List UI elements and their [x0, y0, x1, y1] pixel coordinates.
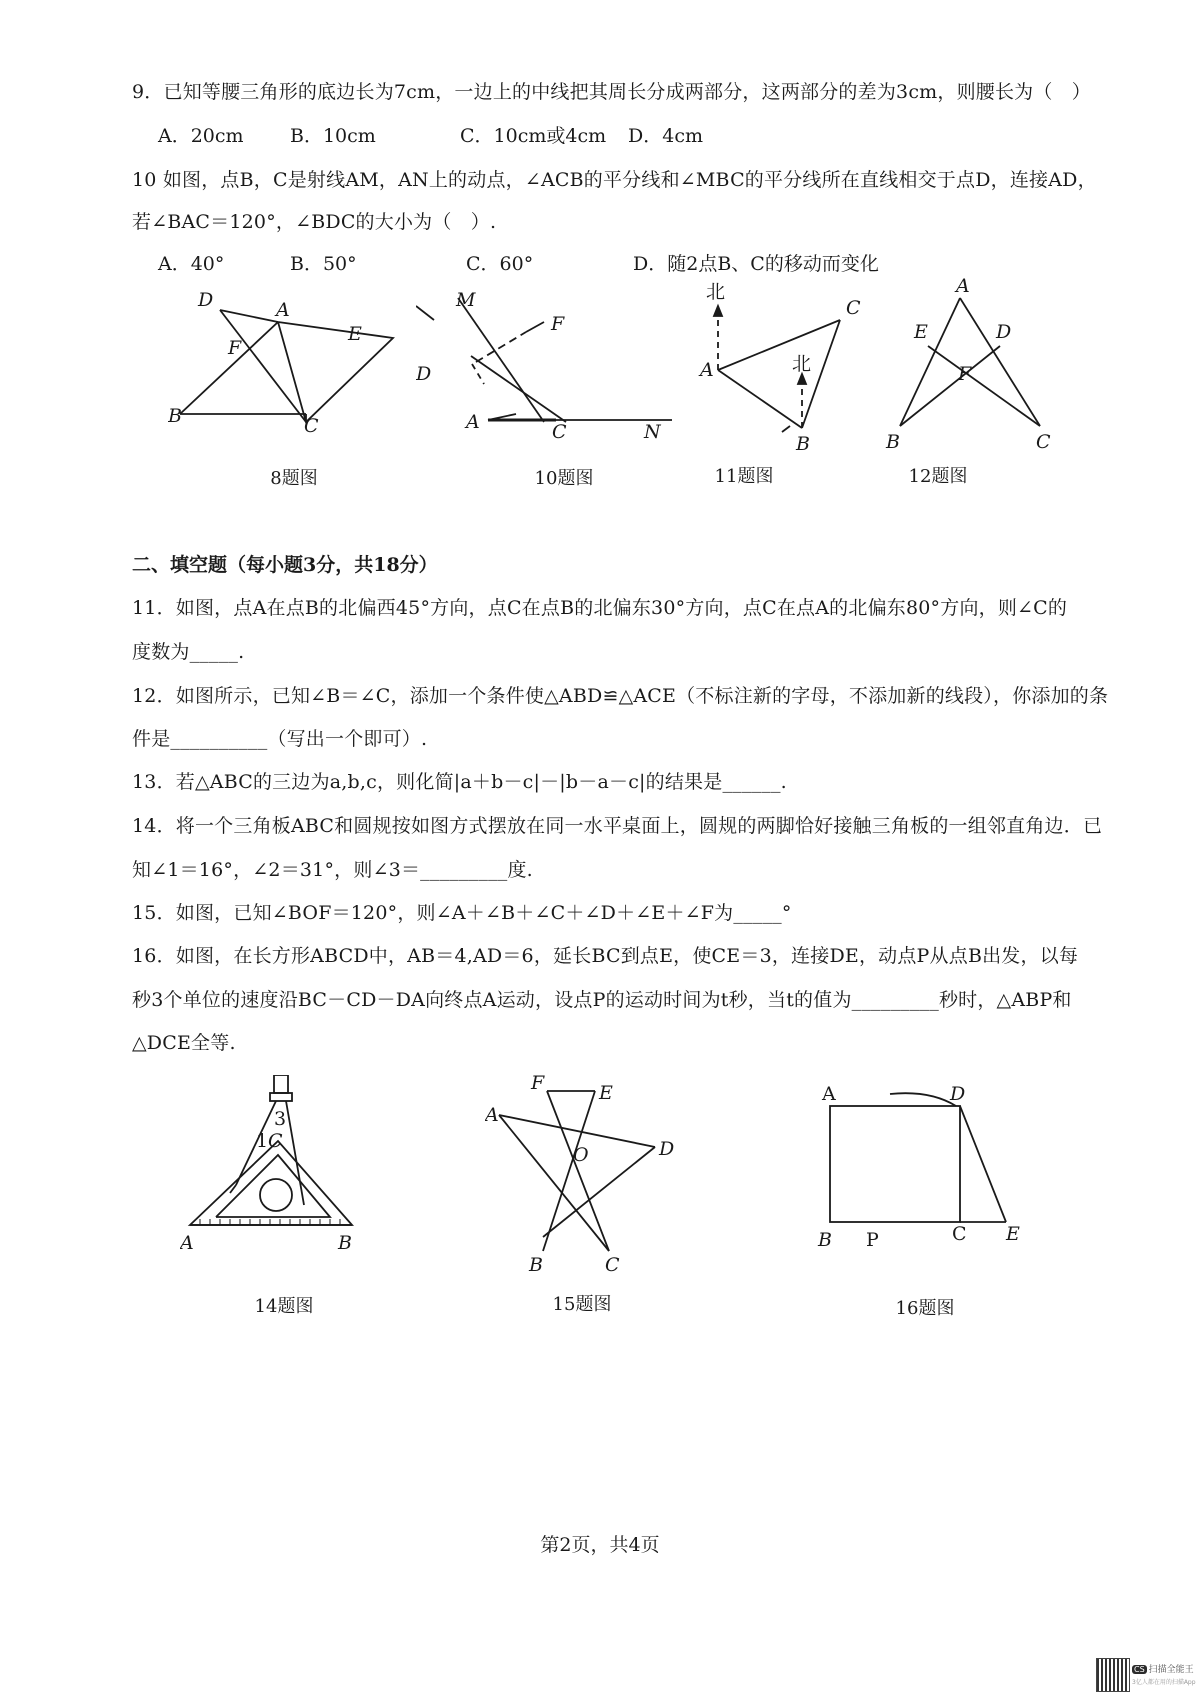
scanner-watermark [1132, 1662, 1196, 1686]
fig15-caption: 15题图 [552, 1294, 612, 1315]
q9-option-c: C．10cm或4cm [460, 125, 607, 147]
fig8-label-b: B [168, 405, 182, 427]
qr-code-icon [1096, 1658, 1130, 1692]
fig10-label-d: D [416, 363, 432, 385]
fig14-label-b: B [338, 1232, 352, 1254]
fig16-label-b: B [818, 1229, 832, 1250]
fig8-label-f: F [228, 337, 242, 359]
figure-16 [810, 1080, 1040, 1250]
fig16-label-c: C [952, 1223, 967, 1245]
q9-stem: 9．已知等腰三角形的底边长为7cm，一边上的中线把其周长分成两部分，这两部分的差为3cm，则腰长为（ ） [132, 81, 1091, 103]
fig11-label-a: A [700, 359, 714, 381]
q16-line1: 16．如图，在长方形ABCD中，AB＝4,AD＝6，延长BC到点E，使CE＝3，连接DE，动点P从点B出发，以每 [132, 945, 1079, 967]
fig11-label-north-b: 北 [792, 353, 812, 375]
section2-heading: 二、填空题（每小题3分，共18分） [132, 554, 438, 576]
q14-line2: 知∠1＝16°，∠2＝31°，则∠3＝_________度. [132, 859, 533, 881]
fig16-label-a: A [822, 1083, 836, 1105]
q10-stem-line2: 若∠BAC＝120°，∠BDC的大小为（ ）. [132, 211, 497, 233]
fig16-label-e: E [1006, 1223, 1020, 1245]
fig16-label-d: D [950, 1083, 966, 1105]
fig10-label-f: F [551, 313, 565, 335]
fig15-label-b: B [529, 1254, 543, 1275]
fig12-label-a: A [956, 276, 970, 297]
q14-line1: 14．将一个三角板ABC和圆规按如图方式摆放在同一水平桌面上，圆规的两脚恰好接触三角板的一组邻直角边．已 [132, 815, 1103, 837]
fig15-label-o: O [573, 1144, 589, 1166]
q9-option-b: B．10cm [290, 125, 376, 147]
watermark-sub: 3亿人都在用的扫描App [1132, 1679, 1196, 1686]
q10-stem-line1: 10 如图，点B，C是射线AM，AN上的动点，∠ACB的平分线和∠MBC的平分线所在直线相交于点D，连接AD， [132, 169, 1097, 191]
fig8-label-e: E [348, 323, 362, 345]
fig15-label-c: C [605, 1254, 620, 1275]
q12-line1: 12．如图所示，已知∠B＝∠C，添加一个条件使△ABD≌△ACE（不标注新的字母，不添加新的线段），你添加的条 [132, 685, 1109, 707]
figure-12 [880, 276, 1060, 456]
q16-line2: 秒3个单位的速度沿BC－CD－DA向终点A运动，设点P的运动时间为t秒，当t的值为_________秒时，△ABP和 [132, 989, 1072, 1011]
q12-line2: 件是__________（写出一个即可）. [132, 728, 428, 750]
fig15-label-e: E [599, 1082, 613, 1104]
fig15-label-a: A [485, 1104, 499, 1126]
q11-line2: 度数为_____. [132, 641, 245, 663]
fig11-label-c: C [846, 297, 861, 319]
fig12-label-e: E [914, 321, 928, 343]
fig14-label-a: A [180, 1232, 194, 1254]
figure-15 [485, 1075, 725, 1275]
q10-option-c: C．60° [466, 253, 534, 275]
q16-line3: △DCE全等. [132, 1032, 236, 1054]
fig12-label-b: B [886, 431, 900, 453]
fig11-label-b: B [796, 433, 810, 455]
fig16-caption: 16题图 [895, 1298, 955, 1319]
fig14-label-3: 3 [274, 1108, 287, 1130]
fig10-caption: 10题图 [534, 468, 594, 489]
q10-option-a: A．40° [158, 253, 225, 275]
q9-option-a: A．20cm [158, 125, 244, 147]
q15-text: 15．如图，已知∠BOF＝120°，则∠A＋∠B＋∠C＋∠D＋∠E＋∠F为_____° [132, 902, 792, 924]
fig15-label-d: D [659, 1138, 675, 1160]
q10-option-b: B．50° [290, 253, 357, 275]
fig11-label-north-a: 北 [706, 281, 726, 303]
figure-8 [168, 292, 398, 452]
figure-14 [180, 1075, 380, 1265]
q10-option-d: D．随2点B、C的移动而变化 [633, 253, 879, 275]
fig12-label-d: D [996, 321, 1012, 343]
q9-option-d: D．4cm [628, 125, 703, 147]
fig14-caption: 14题图 [254, 1296, 314, 1317]
fig14-label-c: C [268, 1130, 283, 1152]
q11-line1: 11．如图，点A在点B的北偏西45°方向，点C在点B的北偏东30°方向，点C在点A的北偏东80°方向，则∠C的 [132, 597, 1068, 619]
cs-logo-icon: CS [1134, 1665, 1145, 1674]
q13-text: 13．若△ABC的三边为a,b,c，则化简|a＋b－c|－|b－a－c|的结果是______. [132, 771, 787, 793]
fig10-label-a: A [466, 411, 480, 433]
page-footer: 第2页，共4页 [540, 1534, 660, 1556]
fig16-label-p: P [866, 1229, 879, 1250]
fig14-label-1: 1 [256, 1130, 269, 1152]
fig10-label-m: M [456, 292, 476, 311]
fig11-caption: 11题图 [714, 466, 774, 487]
fig12-label-c: C [1036, 431, 1051, 453]
fig8-label-d: D [198, 292, 214, 311]
fig8-label-a: A [276, 299, 290, 321]
figure-10 [416, 292, 676, 452]
fig8-label-c: C [304, 415, 319, 437]
fig8-caption: 8题图 [270, 468, 318, 489]
fig10-label-c: C [552, 421, 567, 443]
fig10-label-n: N [644, 421, 661, 443]
fig15-label-f: F [531, 1075, 545, 1094]
fig12-label-f: F [958, 363, 972, 385]
fig12-caption: 12题图 [908, 466, 968, 487]
watermark-brand: 扫描全能王 [1148, 1665, 1194, 1675]
figure-11 [690, 278, 880, 458]
